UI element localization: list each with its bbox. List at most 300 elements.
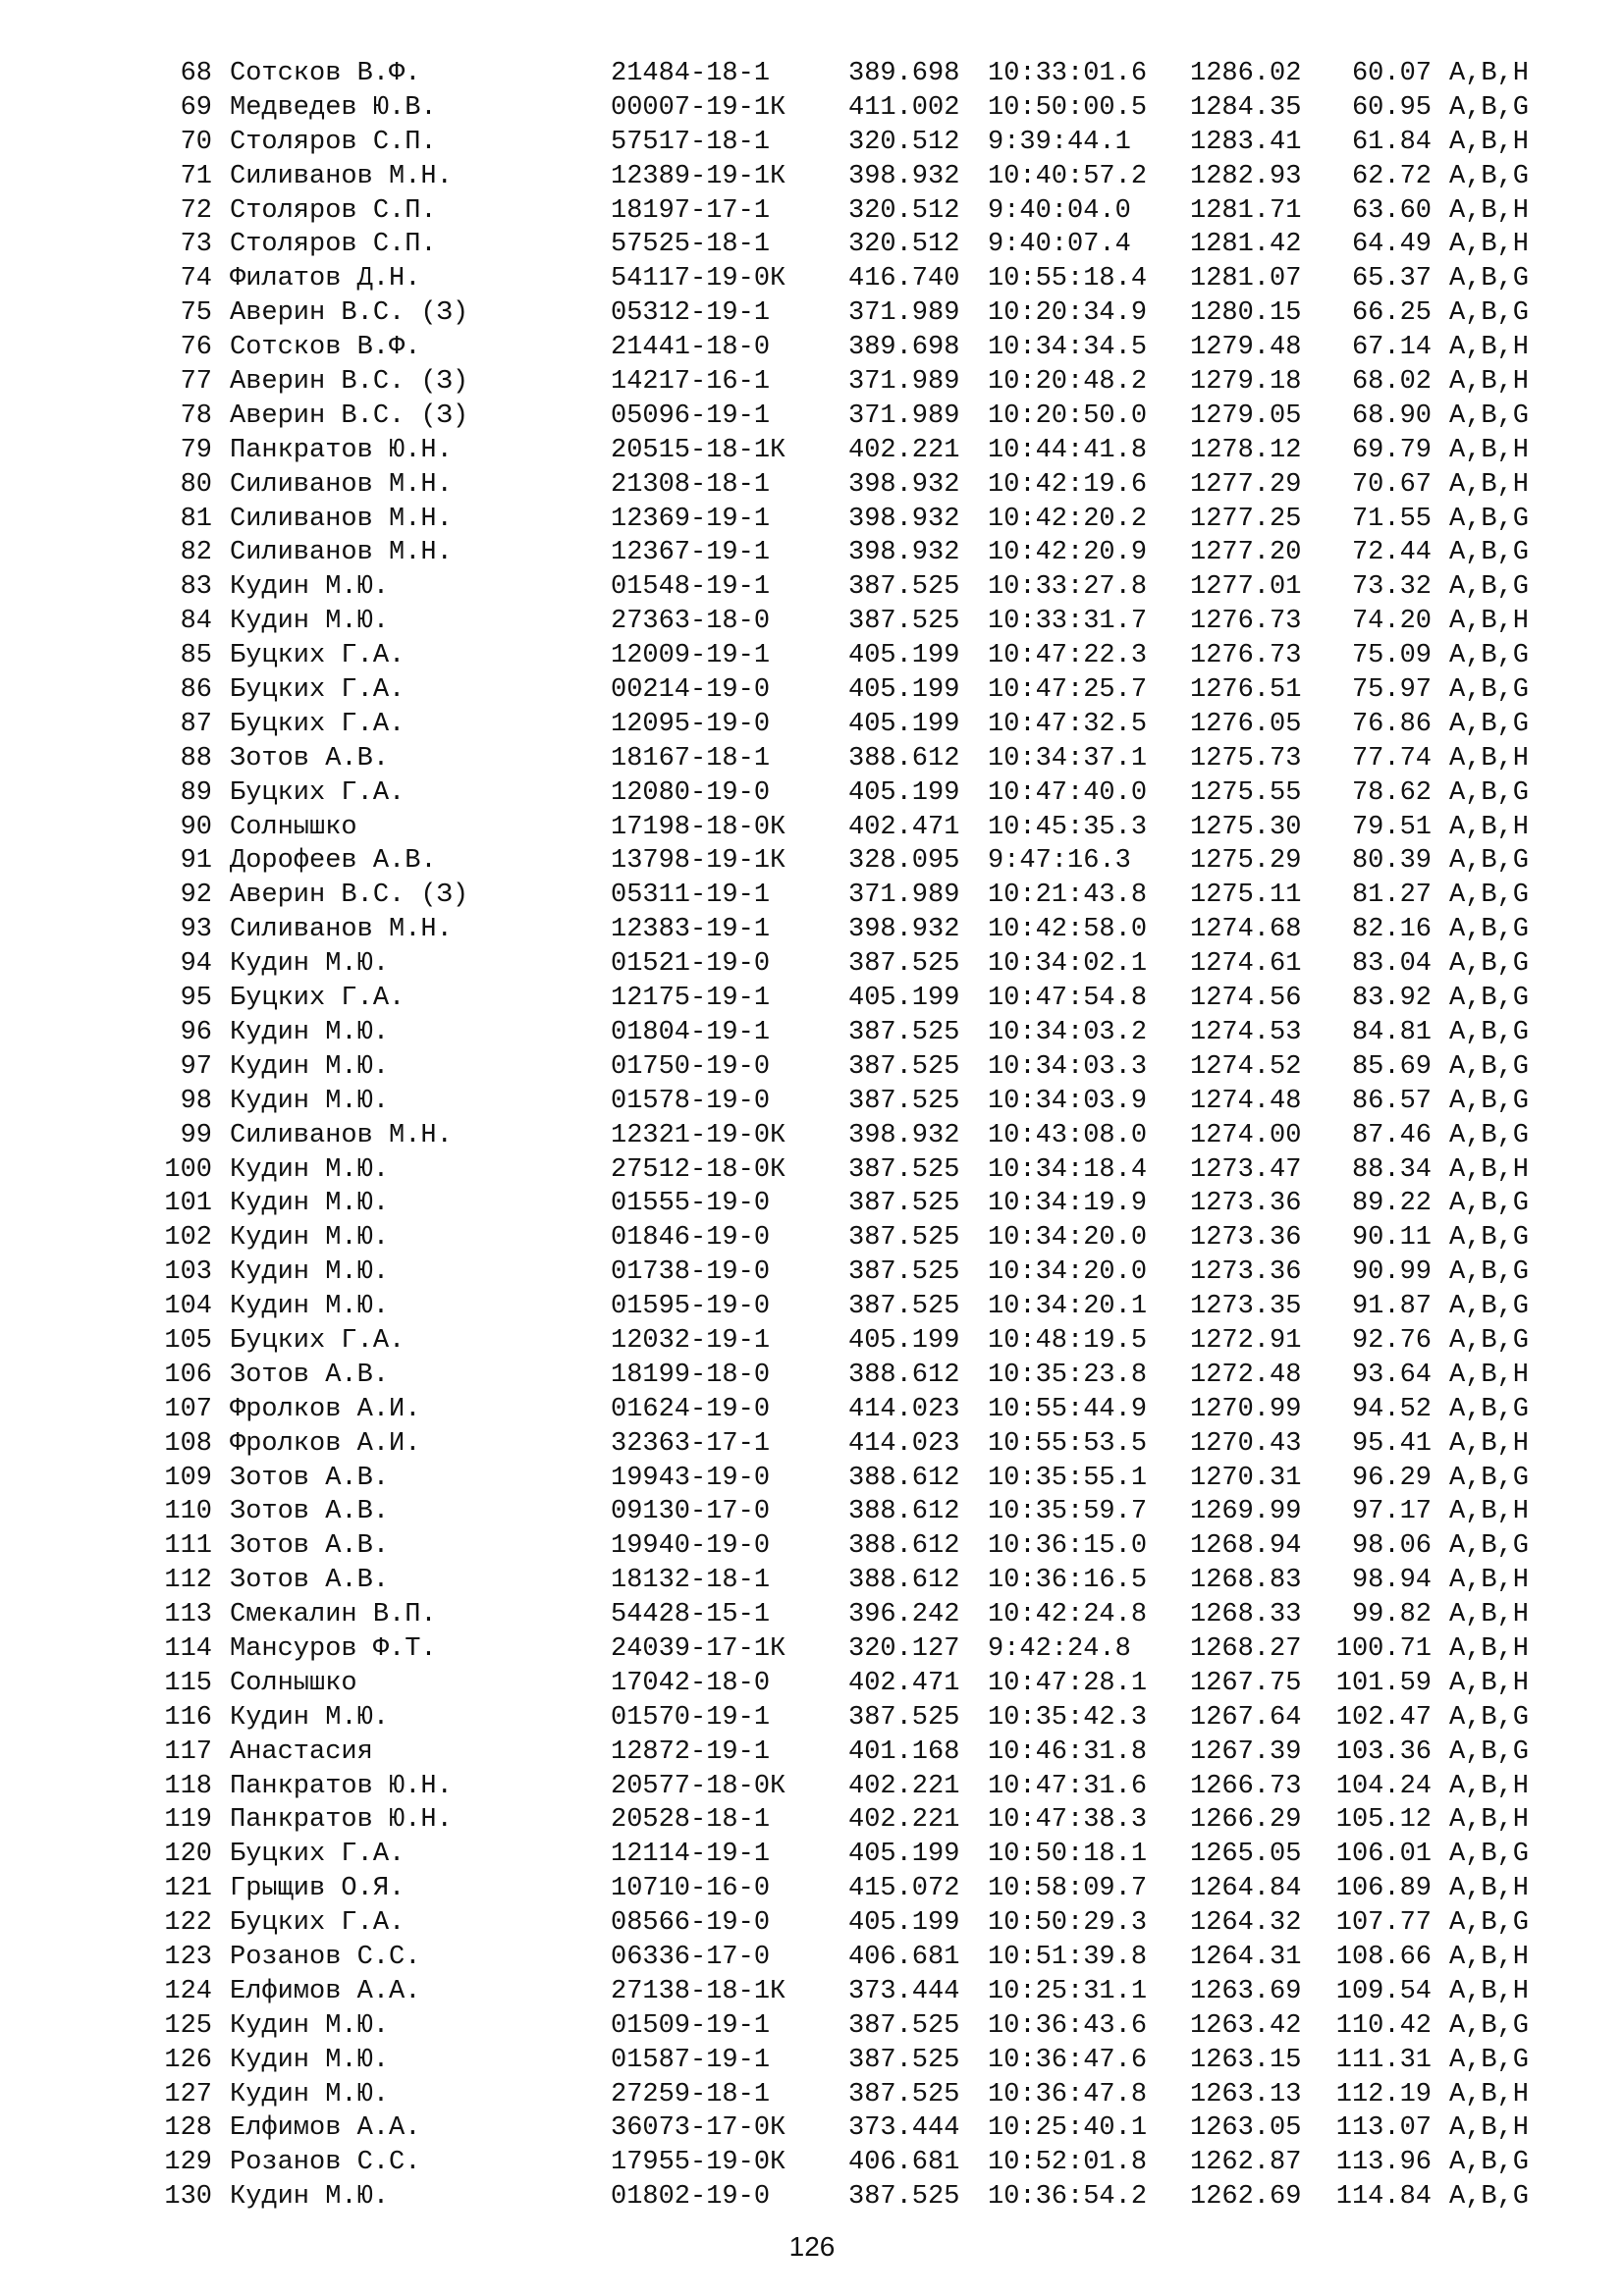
coefficient: 83.92 [1351, 984, 1432, 1014]
ring-number: 21484-18-1 [611, 59, 771, 88]
arrival-time: 10:36:43.6 [988, 2010, 1148, 2041]
arrival-time: 10:47:32.5 [988, 709, 1148, 739]
speed: 1272.48 [1190, 1360, 1302, 1390]
ring-number: 27259-18-1 [611, 2079, 771, 2109]
ring-number: 01750-19-0 [611, 1051, 771, 1082]
category-flags: A,B,G [1449, 881, 1530, 911]
place-number: 92 [180, 881, 212, 911]
coefficient: 112.19 [1335, 2079, 1432, 2109]
category-flags: A,B,H [1449, 2079, 1530, 2109]
category-flags: A,B,G [1449, 675, 1530, 706]
distance: 387.525 [848, 1257, 960, 1288]
arrival-time: 10:33:01.6 [988, 59, 1148, 88]
ring-number: 57517-18-1 [611, 127, 771, 157]
distance: 406.681 [848, 2148, 960, 2178]
ring-number: 54428-15-1 [611, 1600, 771, 1630]
arrival-time: 10:25:31.1 [988, 1976, 1148, 2006]
distance: 387.525 [848, 1292, 960, 1322]
distance: 414.023 [848, 1394, 960, 1424]
fancier-name: Кудин М.Ю. [230, 949, 390, 980]
coefficient: 109.54 [1335, 1976, 1432, 2006]
ring-number: 00214-19-0 [611, 675, 771, 706]
distance: 411.002 [848, 92, 960, 123]
arrival-time: 10:20:50.0 [988, 400, 1148, 431]
coefficient: 103.36 [1335, 1736, 1432, 1767]
arrival-time: 10:42:24.8 [988, 1600, 1148, 1630]
place-number: 129 [164, 2148, 212, 2178]
coefficient: 78.62 [1351, 777, 1432, 808]
fancier-name: Кудин М.Ю. [230, 1017, 390, 1047]
place-number: 77 [180, 367, 212, 398]
category-flags: A,B,H [1449, 230, 1530, 260]
place-number: 80 [180, 469, 212, 500]
arrival-time: 10:42:20.2 [988, 504, 1148, 534]
place-number: 109 [164, 1463, 212, 1493]
speed: 1273.36 [1190, 1189, 1302, 1219]
place-number: 84 [180, 607, 212, 637]
distance: 387.525 [848, 1702, 960, 1733]
table-row [0, 1462, 1624, 1496]
speed: 1263.69 [1190, 1976, 1302, 2006]
arrival-time: 10:50:29.3 [988, 1908, 1148, 1939]
category-flags: A,B,H [1449, 812, 1530, 842]
arrival-time: 10:55:18.4 [988, 264, 1148, 294]
ring-number: 12321-19-0К [611, 1120, 786, 1150]
distance: 402.221 [848, 435, 960, 465]
distance: 328.095 [848, 846, 960, 877]
fancier-name: Кудин М.Ю. [230, 1189, 390, 1219]
page-number: 126 [788, 2231, 836, 2262]
category-flags: A,B,G [1449, 2148, 1530, 2178]
distance: 388.612 [848, 1497, 960, 1527]
ring-number: 01595-19-0 [611, 1292, 771, 1322]
fancier-name: Силиванов М.Н. [230, 915, 453, 945]
ring-number: 18167-18-1 [611, 743, 771, 774]
fancier-name: Солнышко [230, 1668, 357, 1698]
distance: 387.525 [848, 2010, 960, 2041]
coefficient: 70.67 [1351, 469, 1432, 500]
arrival-time: 9:47:16.3 [988, 846, 1131, 877]
ring-number: 12080-19-0 [611, 777, 771, 808]
category-flags: A,B,G [1449, 1531, 1530, 1562]
place-number: 90 [180, 812, 212, 842]
fancier-name: Столяров С.П. [230, 127, 437, 157]
fancier-name: Медведев Ю.В. [230, 92, 437, 123]
speed: 1265.05 [1190, 1840, 1302, 1870]
distance: 387.525 [848, 1189, 960, 1219]
category-flags: A,B,H [1449, 1428, 1530, 1459]
distance: 387.525 [848, 572, 960, 603]
place-number: 127 [164, 2079, 212, 2109]
speed: 1276.51 [1190, 675, 1302, 706]
table-row [0, 776, 1624, 811]
table-row [0, 1393, 1624, 1427]
fancier-name: Кудин М.Ю. [230, 607, 390, 637]
table-row [0, 1975, 1624, 2009]
arrival-time: 10:34:20.0 [988, 1223, 1148, 1254]
distance: 373.444 [848, 1976, 960, 2006]
distance: 398.932 [848, 469, 960, 500]
speed: 1266.73 [1190, 1771, 1302, 1801]
place-number: 83 [180, 572, 212, 603]
category-flags: A,B,H [1449, 1874, 1530, 1904]
category-flags: A,B,G [1449, 1120, 1530, 1150]
place-number: 99 [180, 1120, 212, 1150]
ring-number: 19940-19-0 [611, 1531, 771, 1562]
fancier-name: Кудин М.Ю. [230, 572, 390, 603]
table-row [0, 57, 1624, 91]
category-flags: A,B,H [1449, 1633, 1530, 1664]
arrival-time: 10:47:40.0 [988, 777, 1148, 808]
speed: 1268.83 [1190, 1566, 1302, 1596]
distance: 387.525 [848, 2079, 960, 2109]
place-number: 85 [180, 641, 212, 671]
arrival-time: 10:35:42.3 [988, 1702, 1148, 1733]
coefficient: 81.27 [1351, 881, 1432, 911]
ring-number: 12114-19-1 [611, 1840, 771, 1870]
ring-number: 05096-19-1 [611, 400, 771, 431]
speed: 1275.30 [1190, 812, 1302, 842]
fancier-name: Буцких Г.А. [230, 1908, 406, 1939]
distance: 401.168 [848, 1736, 960, 1767]
speed: 1277.20 [1190, 538, 1302, 568]
speed: 1263.15 [1190, 2045, 1302, 2075]
ring-number: 12032-19-1 [611, 1325, 771, 1356]
arrival-time: 10:34:03.3 [988, 1051, 1148, 1082]
coefficient: 76.86 [1351, 709, 1432, 739]
table-row [0, 1598, 1624, 1632]
speed: 1270.99 [1190, 1394, 1302, 1424]
place-number: 124 [164, 1976, 212, 2006]
speed: 1276.73 [1190, 607, 1302, 637]
speed: 1274.68 [1190, 915, 1302, 945]
speed: 1268.94 [1190, 1531, 1302, 1562]
place-number: 70 [180, 127, 212, 157]
ring-number: 01587-19-1 [611, 2045, 771, 2075]
distance: 387.525 [848, 1086, 960, 1116]
category-flags: A,B,H [1449, 1360, 1530, 1390]
fancier-name: Зотов А.В. [230, 743, 390, 774]
ring-number: 14217-16-1 [611, 367, 771, 398]
category-flags: A,B,G [1449, 504, 1530, 534]
table-row [0, 1632, 1624, 1667]
coefficient: 99.82 [1351, 1600, 1432, 1630]
arrival-time: 10:42:19.6 [988, 469, 1148, 500]
table-row [0, 331, 1624, 365]
fancier-name: Розанов С.С. [230, 2148, 421, 2178]
arrival-time: 10:35:55.1 [988, 1463, 1148, 1493]
speed: 1278.12 [1190, 435, 1302, 465]
category-flags: A,B,G [1449, 1086, 1530, 1116]
category-flags: A,B,G [1449, 1292, 1530, 1322]
category-flags: A,B,H [1449, 1942, 1530, 1972]
arrival-time: 10:52:01.8 [988, 2148, 1148, 2178]
table-row [0, 160, 1624, 194]
category-flags: A,B,G [1449, 846, 1530, 877]
table-row [0, 2044, 1624, 2078]
arrival-time: 10:48:19.5 [988, 1325, 1148, 1356]
place-number: 97 [180, 1051, 212, 1082]
fancier-name: Дорофеев А.В. [230, 846, 437, 877]
distance: 371.989 [848, 298, 960, 329]
table-row [0, 1290, 1624, 1324]
distance: 389.698 [848, 59, 960, 88]
ring-number: 57525-18-1 [611, 230, 771, 260]
fancier-name: Столяров С.П. [230, 230, 437, 260]
category-flags: A,B,G [1449, 1325, 1530, 1356]
fancier-name: Розанов С.С. [230, 1942, 421, 1972]
speed: 1274.52 [1190, 1051, 1302, 1082]
category-flags: A,B,G [1449, 572, 1530, 603]
coefficient: 64.49 [1351, 230, 1432, 260]
fancier-name: Солнышко [230, 812, 357, 842]
speed: 1279.05 [1190, 400, 1302, 431]
arrival-time: 10:34:19.9 [988, 1189, 1148, 1219]
place-number: 79 [180, 435, 212, 465]
place-number: 115 [164, 1668, 212, 1698]
category-flags: A,B,G [1449, 1736, 1530, 1767]
category-flags: A,B,G [1449, 1702, 1530, 1733]
table-row [0, 1495, 1624, 1529]
arrival-time: 10:34:18.4 [988, 1154, 1148, 1185]
speed: 1274.61 [1190, 949, 1302, 980]
place-number: 112 [164, 1566, 212, 1596]
ring-number: 00007-19-1К [611, 92, 786, 123]
coefficient: 75.97 [1351, 675, 1432, 706]
ring-number: 01802-19-0 [611, 2182, 771, 2213]
table-row [0, 1529, 1624, 1564]
category-flags: A,B,H [1449, 1976, 1530, 2006]
speed: 1262.87 [1190, 2148, 1302, 2178]
table-row [0, 2180, 1624, 2215]
table-row [0, 1872, 1624, 1906]
ring-number: 01555-19-0 [611, 1189, 771, 1219]
table-row [0, 194, 1624, 229]
speed: 1273.47 [1190, 1154, 1302, 1185]
arrival-time: 9:40:07.4 [988, 230, 1131, 260]
distance: 405.199 [848, 1908, 960, 1939]
category-flags: A,B,H [1449, 333, 1530, 363]
coefficient: 106.01 [1335, 1840, 1432, 1870]
speed: 1264.31 [1190, 1942, 1302, 1972]
speed: 1273.36 [1190, 1223, 1302, 1254]
coefficient: 90.11 [1351, 1223, 1432, 1254]
ring-number: 05312-19-1 [611, 298, 771, 329]
distance: 388.612 [848, 1531, 960, 1562]
table-row [0, 1735, 1624, 1770]
coefficient: 68.02 [1351, 367, 1432, 398]
arrival-time: 10:25:40.1 [988, 2113, 1148, 2144]
fancier-name: Кудин М.Ю. [230, 2182, 390, 2213]
category-flags: A,B,G [1449, 92, 1530, 123]
fancier-name: Буцких Г.А. [230, 675, 406, 706]
fancier-name: Буцких Г.А. [230, 709, 406, 739]
distance: 371.989 [848, 881, 960, 911]
fancier-name: Буцких Г.А. [230, 984, 406, 1014]
coefficient: 104.24 [1335, 1771, 1432, 1801]
speed: 1274.53 [1190, 1017, 1302, 1047]
coefficient: 101.59 [1335, 1668, 1432, 1698]
place-number: 76 [180, 333, 212, 363]
category-flags: A,B,G [1449, 1017, 1530, 1047]
table-row [0, 1119, 1624, 1153]
coefficient: 79.51 [1351, 812, 1432, 842]
speed: 1281.07 [1190, 264, 1302, 294]
speed: 1272.91 [1190, 1325, 1302, 1356]
place-number: 107 [164, 1394, 212, 1424]
category-flags: A,B,G [1449, 264, 1530, 294]
place-number: 96 [180, 1017, 212, 1047]
category-flags: A,B,G [1449, 949, 1530, 980]
table-row [0, 91, 1624, 126]
table-row [0, 1255, 1624, 1290]
table-row [0, 1770, 1624, 1804]
distance: 415.072 [848, 1874, 960, 1904]
speed: 1281.71 [1190, 195, 1302, 226]
table-row [0, 400, 1624, 434]
arrival-time: 10:47:25.7 [988, 675, 1148, 706]
place-number: 122 [164, 1908, 212, 1939]
table-row [0, 1427, 1624, 1462]
category-flags: A,B,G [1449, 777, 1530, 808]
coefficient: 84.81 [1351, 1017, 1432, 1047]
ring-number: 01624-19-0 [611, 1394, 771, 1424]
fancier-name: Зотов А.В. [230, 1497, 390, 1527]
place-number: 93 [180, 915, 212, 945]
distance: 320.512 [848, 230, 960, 260]
coefficient: 71.55 [1351, 504, 1432, 534]
arrival-time: 10:21:43.8 [988, 881, 1148, 911]
table-row [0, 262, 1624, 296]
arrival-time: 10:45:35.3 [988, 812, 1148, 842]
fancier-name: Кудин М.Ю. [230, 1257, 390, 1288]
place-number: 126 [164, 2045, 212, 2075]
coefficient: 62.72 [1351, 161, 1432, 191]
ring-number: 13798-19-1К [611, 846, 786, 877]
fancier-name: Зотов А.В. [230, 1566, 390, 1596]
fancier-name: Кудин М.Ю. [230, 1154, 390, 1185]
place-number: 86 [180, 675, 212, 706]
category-flags: A,B,G [1449, 298, 1530, 329]
arrival-time: 10:33:31.7 [988, 607, 1148, 637]
table-row [0, 468, 1624, 503]
category-flags: A,B,H [1449, 607, 1530, 637]
coefficient: 97.17 [1351, 1497, 1432, 1527]
speed: 1274.56 [1190, 984, 1302, 1014]
place-number: 116 [164, 1702, 212, 1733]
distance: 387.525 [848, 1223, 960, 1254]
place-number: 82 [180, 538, 212, 568]
ring-number: 01578-19-0 [611, 1086, 771, 1116]
distance: 396.242 [848, 1600, 960, 1630]
category-flags: A,B,H [1449, 2113, 1530, 2144]
table-row [0, 2111, 1624, 2146]
table-row [0, 742, 1624, 776]
coefficient: 113.96 [1335, 2148, 1432, 2178]
coefficient: 111.31 [1335, 2045, 1432, 2075]
fancier-name: Панкратов Ю.Н. [230, 1771, 453, 1801]
ring-number: 01846-19-0 [611, 1223, 771, 1254]
speed: 1280.15 [1190, 298, 1302, 329]
fancier-name: Силиванов М.Н. [230, 161, 453, 191]
fancier-name: Смекалин В.П. [230, 1600, 437, 1630]
arrival-time: 10:58:09.7 [988, 1874, 1148, 1904]
speed: 1277.29 [1190, 469, 1302, 500]
arrival-time: 10:47:22.3 [988, 641, 1148, 671]
distance: 405.199 [848, 641, 960, 671]
table-row [0, 1667, 1624, 1701]
table-row [0, 708, 1624, 742]
coefficient: 75.09 [1351, 641, 1432, 671]
fancier-name: Сотсков В.Ф. [230, 333, 421, 363]
fancier-name: Зотов А.В. [230, 1360, 390, 1390]
fancier-name: Силиванов М.Н. [230, 469, 453, 500]
distance: 405.199 [848, 777, 960, 808]
speed: 1276.05 [1190, 709, 1302, 739]
place-number: 87 [180, 709, 212, 739]
place-number: 103 [164, 1257, 212, 1288]
arrival-time: 10:20:34.9 [988, 298, 1148, 329]
speed: 1274.48 [1190, 1086, 1302, 1116]
ring-number: 12872-19-1 [611, 1736, 771, 1767]
arrival-time: 10:55:44.9 [988, 1394, 1148, 1424]
category-flags: A,B,G [1449, 1257, 1530, 1288]
place-number: 72 [180, 195, 212, 226]
fancier-name: Аверин В.С. (З) [230, 367, 469, 398]
place-number: 91 [180, 846, 212, 877]
ring-number: 27138-18-1К [611, 1976, 786, 2006]
place-number: 120 [164, 1840, 212, 1870]
category-flags: A,B,G [1449, 1223, 1530, 1254]
speed: 1275.11 [1190, 881, 1302, 911]
arrival-time: 10:33:27.8 [988, 572, 1148, 603]
table-row [0, 536, 1624, 570]
table-row [0, 947, 1624, 982]
coefficient: 107.77 [1335, 1908, 1432, 1939]
distance: 371.989 [848, 400, 960, 431]
place-number: 95 [180, 984, 212, 1014]
ring-number: 01521-19-0 [611, 949, 771, 980]
fancier-name: Буцких Г.А. [230, 641, 406, 671]
table-row [0, 570, 1624, 605]
fancier-name: Фролков А.И. [230, 1394, 421, 1424]
ring-number: 12367-19-1 [611, 538, 771, 568]
arrival-time: 9:40:04.0 [988, 195, 1131, 226]
speed: 1283.41 [1190, 127, 1302, 157]
table-row [0, 503, 1624, 537]
place-number: 75 [180, 298, 212, 329]
ring-number: 12095-19-0 [611, 709, 771, 739]
fancier-name: Елфимов А.А. [230, 2113, 421, 2144]
ring-number: 17042-18-0 [611, 1668, 771, 1698]
table-row [0, 365, 1624, 400]
table-row [0, 434, 1624, 468]
ring-number: 18199-18-0 [611, 1360, 771, 1390]
category-flags: A,B,G [1449, 709, 1530, 739]
fancier-name: Буцких Г.А. [230, 1840, 406, 1870]
arrival-time: 10:51:39.8 [988, 1942, 1148, 1972]
speed: 1266.29 [1190, 1805, 1302, 1836]
fancier-name: Силиванов М.Н. [230, 538, 453, 568]
speed: 1264.32 [1190, 1908, 1302, 1939]
table-row [0, 2146, 1624, 2180]
ring-number: 17198-18-0К [611, 812, 786, 842]
place-number: 69 [180, 92, 212, 123]
category-flags: A,B,G [1449, 161, 1530, 191]
category-flags: A,B,H [1449, 1805, 1530, 1836]
speed: 1264.84 [1190, 1874, 1302, 1904]
speed: 1273.36 [1190, 1257, 1302, 1288]
